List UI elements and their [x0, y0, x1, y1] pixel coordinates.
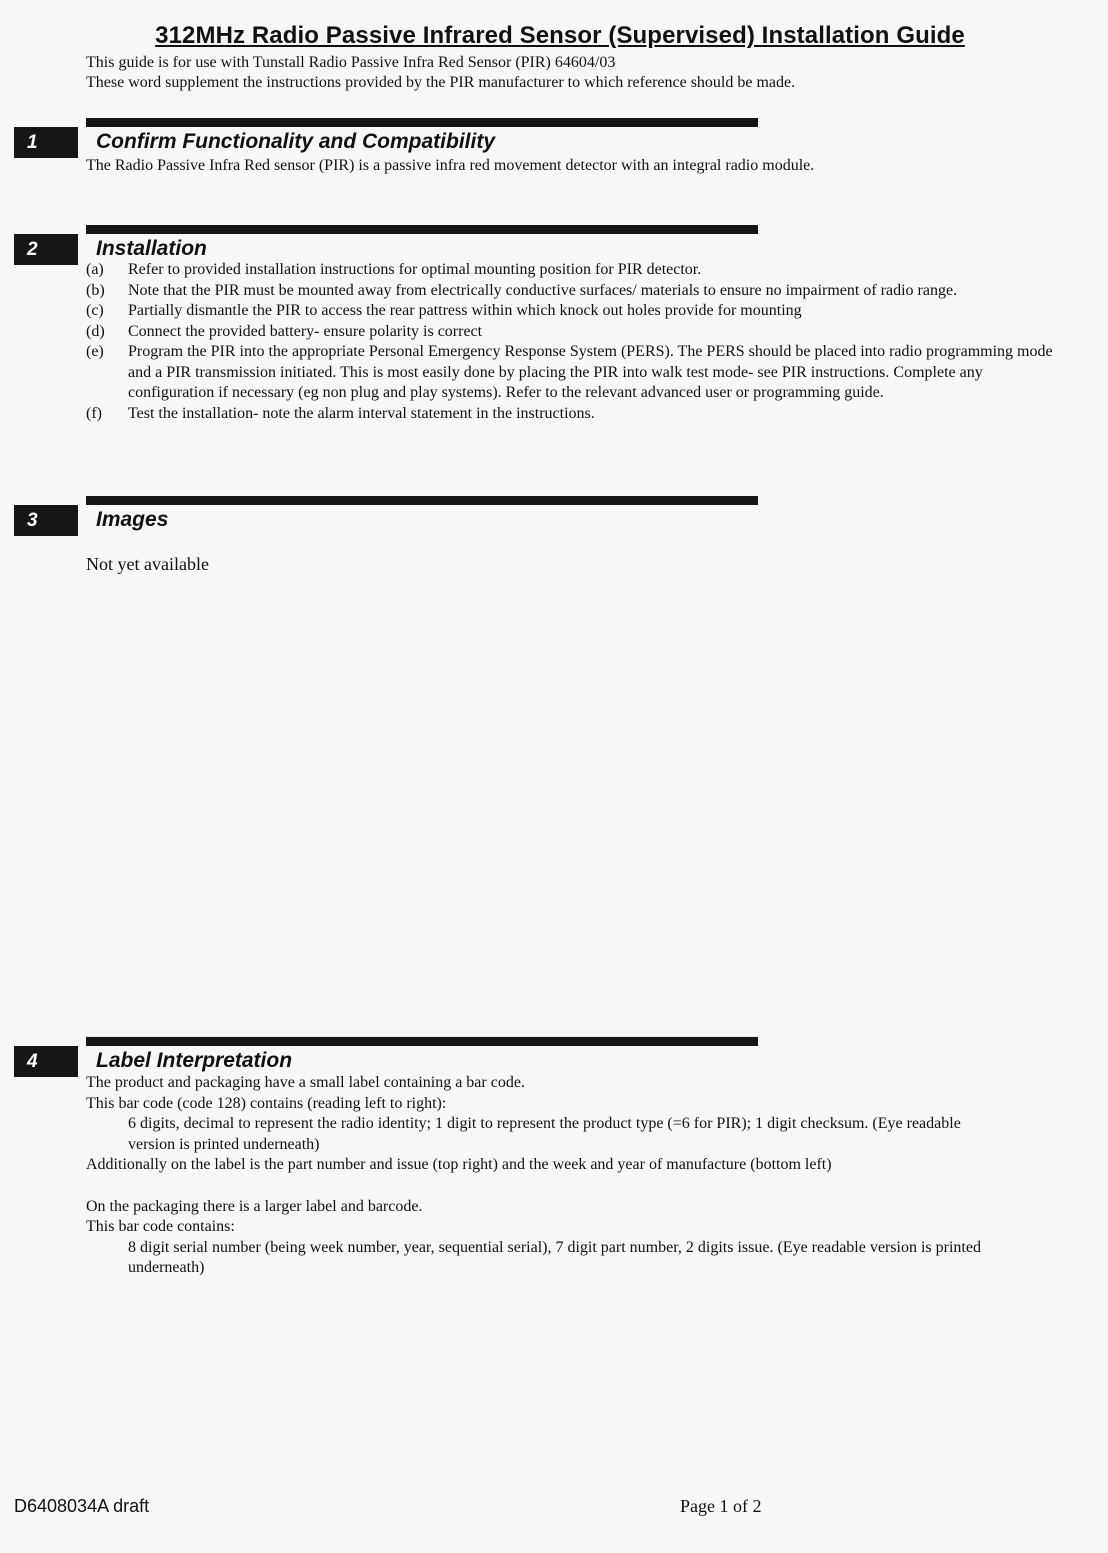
- list-item: [86, 281, 1071, 302]
- section-rule: [86, 496, 758, 505]
- paragraph: On the packaging there is a larger label and barcode.: [86, 1197, 423, 1215]
- step-label: (d): [86, 322, 105, 340]
- paragraph: 6 digits, decimal to represent the radio identity; 1 digit to represent the product type (=6 for PIR); 1 digit checksum. (Eye readable version is printed underneath): [128, 1115, 961, 1153]
- section-number: 2: [14, 234, 78, 265]
- section-rule: [86, 118, 758, 127]
- intro-line: These word supplement the instructions provided by the PIR manufacturer to which reference should be made.: [86, 74, 796, 91]
- step-text: Connect the provided battery- ensure polarity is correct: [128, 322, 483, 340]
- section-heading: Images: [96, 508, 169, 531]
- list-item: [86, 404, 1071, 425]
- step-text: Test the installation- note the alarm interval statement in the instructions.: [128, 404, 595, 422]
- intro: [86, 53, 795, 93]
- list-item: [86, 260, 1071, 281]
- step-label: (e): [86, 343, 104, 360]
- section-2-header: [0, 225, 1108, 265]
- paragraph: The product and packaging have a small label containing a bar code.: [86, 1074, 525, 1091]
- step-text: Partially dismantle the PIR to access the rear pattress within which knock out holes provide for mounting: [128, 302, 802, 319]
- section-heading: Label Interpretation: [96, 1049, 293, 1072]
- installation-steps: [86, 260, 1071, 424]
- show-through-lines: [86, 600, 90, 620]
- section-3-text: Not yet available: [86, 554, 209, 574]
- section-number: 4: [14, 1046, 78, 1077]
- paragraph: 8 digit serial number (being week number, year, sequential serial), 7 digit part number, 2 digits issue. (Eye readable version is printed underneath): [128, 1238, 981, 1276]
- list-item: [86, 322, 1071, 343]
- paragraph: Additionally on the label is the part number and issue (top right) and the week and year of manufacture (bottom left): [86, 1156, 832, 1173]
- list-item: [86, 342, 1071, 404]
- section-4-header: [0, 1037, 1108, 1077]
- section-number: 1: [14, 127, 78, 158]
- page-number: Page 1 of 2: [680, 1496, 762, 1516]
- step-label: (f): [86, 404, 102, 422]
- section-1-header: [0, 118, 1108, 158]
- section-heading: Installation: [96, 237, 207, 260]
- paragraph: This bar code contains:: [86, 1218, 235, 1235]
- step-text: Note that the PIR must be mounted away from electrically conductive surfaces/ materials to ensure no impairment of radio range.: [128, 281, 958, 299]
- section-rule: [86, 1037, 758, 1046]
- paragraph: This bar code (code 128) contains (reading left to right):: [86, 1094, 447, 1112]
- section-4-body: [86, 1073, 986, 1279]
- section-heading: Confirm Functionality and Compatibility: [96, 130, 495, 153]
- document-id: D6408034A draft: [14, 1496, 150, 1516]
- step-label: (a): [86, 261, 104, 278]
- section-number: 3: [14, 505, 78, 536]
- section-3-header: [0, 496, 1108, 536]
- page-title: 312MHz Radio Passive Infrared Sensor (Supervised) Installation Guide: [155, 22, 965, 49]
- step-label: (b): [86, 281, 105, 299]
- step-text: Refer to provided installation instructions for optimal mounting position for PIR detector.: [128, 261, 702, 278]
- step-text: Program the PIR into the appropriate Personal Emergency Response System (PERS). The PERS should be placed into radio programming mode and a PIR transmission initiated. This is most easily done by placing the PIR into walk test mode- see PIR instructions. Complete any configuration if necessary (eg non plug and play systems). Refer to the relevant advanced user or programming guide.: [128, 343, 1053, 401]
- list-item: [86, 301, 1071, 322]
- section-rule: [86, 225, 758, 234]
- intro-line: This guide is for use with Tunstall Radio Passive Infra Red Sensor (PIR) 64604/03: [86, 54, 616, 71]
- section-1-text: The Radio Passive Infra Red sensor (PIR) is a passive infra red movement detector with an integral radio module.: [86, 157, 815, 174]
- step-label: (c): [86, 302, 104, 319]
